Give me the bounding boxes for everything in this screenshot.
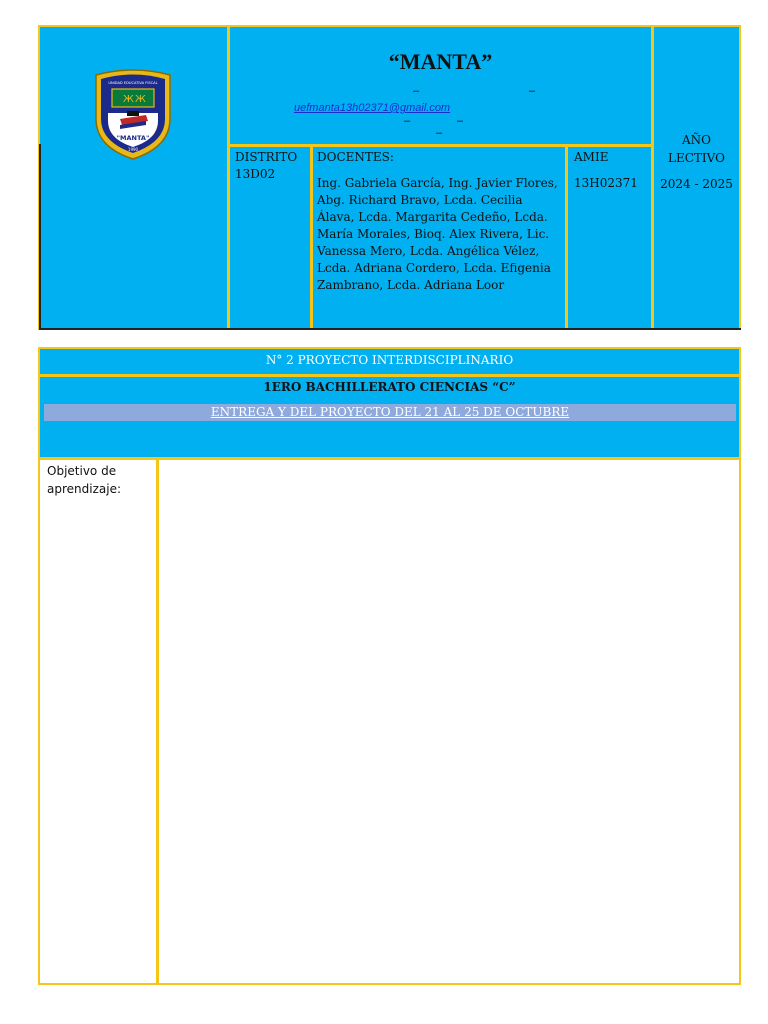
course-title: 1ERO BACHILLERATO CIENCIAS “C” (263, 380, 516, 394)
logo-year: 1990 (127, 147, 139, 152)
objective-label-cell (38, 458, 158, 985)
amie-value: 13H02371 (574, 176, 638, 190)
institution-title: “MANTA” (388, 49, 493, 74)
project-number-title: N° 2 PROYECTO INTERDISCIPLINARIO (265, 353, 514, 367)
teachers-cell (311, 145, 567, 330)
dash-separator: – (529, 85, 536, 97)
delivery-text: ENTREGA Y DEL PROYECTO DEL 21 AL 25 DE OCTUBRE (210, 405, 570, 419)
email-link[interactable]: uefmanta13h02371@gmail.com (294, 102, 451, 114)
objective-label: Objetivo de aprendizaje: (47, 464, 121, 496)
teachers-list: Ing. Gabriela García, Ing. Javier Flores, Abg. Richard Bravo, Lcda. Cecilia Álava, Lcda. Margarita Cedeño, Lcda. María Morales, Bioq. Alex Rivera, Lic. Vanessa Mero, Lcda. Angélica Vélez, Lcda. Adriana Cordero, Lcda. Efigenia Zambrano, Lcda. Adriana Loor (317, 176, 558, 292)
table-border-left (39, 144, 41, 330)
objective-content-cell[interactable] (157, 458, 741, 985)
year-value: 2024 - 2025 (660, 177, 733, 191)
school-shield-logo-icon (90, 69, 176, 161)
amie-label: AMIE (574, 150, 609, 164)
dash-separator: – (404, 115, 411, 127)
year-label-1: AÑO (681, 133, 711, 147)
amie-cell (566, 145, 653, 330)
table-border-bottom (39, 328, 741, 330)
dash-separator: – (457, 115, 464, 127)
dash-separator: – (436, 127, 443, 139)
svg-text:Ж: Ж (135, 94, 146, 105)
institution-title-cell (228, 25, 653, 146)
district-cell (228, 145, 312, 330)
teachers-label: DOCENTES: (317, 150, 394, 164)
project-number-row (38, 347, 741, 376)
district-value: 13D02 (235, 167, 276, 181)
svg-text:Ж: Ж (123, 94, 134, 105)
delivery-band (44, 404, 736, 421)
logo-name: "MANTA" (116, 134, 150, 142)
logo-cell (38, 25, 229, 330)
logo-arc-text: UNIDAD EDUCATIVA FISCAL (108, 81, 158, 85)
dash-separator: – (413, 85, 420, 97)
school-year-cell (652, 25, 741, 330)
district-label: DISTRITO (235, 150, 298, 164)
year-label-2: LECTIVO (668, 151, 725, 165)
